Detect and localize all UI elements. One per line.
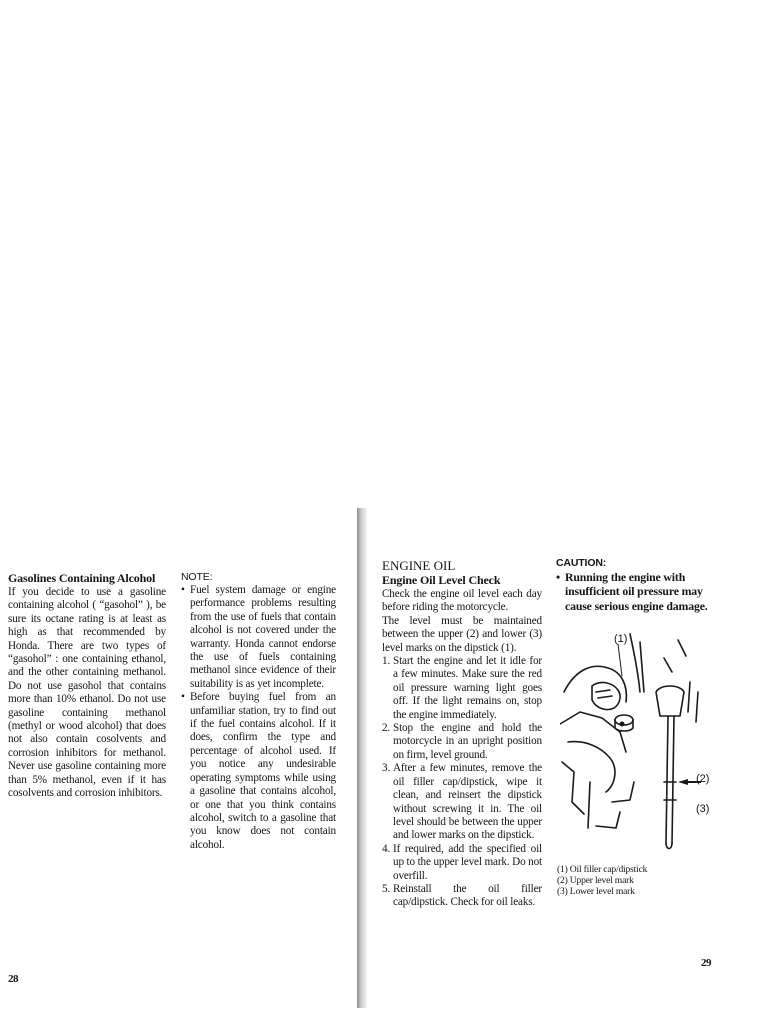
callout-2: (2) (696, 773, 710, 785)
legend-item: (3) Lower level mark (557, 886, 635, 897)
step-text: Start the engine and let it idle for a few minutes. Make sure the red oil pressure warning light goes off. If the light remains on, stop the engine immediately. (393, 655, 542, 721)
callout-3: (3) (696, 803, 710, 815)
steps-list (382, 655, 542, 910)
page-number-right: 29 (701, 957, 711, 969)
step-number: 5. (382, 882, 391, 895)
page-number-left: 28 (8, 973, 18, 985)
step-item (382, 762, 542, 842)
caution-label: CAUTION: (556, 557, 607, 569)
section-heading: Gasolines Containing Alcohol (8, 571, 156, 585)
step-item (382, 722, 542, 762)
note-section (181, 571, 336, 852)
step-number: 4. (382, 842, 391, 855)
gasolines-alcohol-section (8, 571, 166, 801)
section-heading: Engine Oil Level Check (382, 573, 501, 587)
caution-section (556, 557, 714, 613)
intro-paragraph: Check the engine oil level each day before riding the motorcycle. (382, 588, 542, 614)
legend-item: (2) Upper level mark (557, 875, 634, 886)
page-title: ENGINE OIL (382, 558, 456, 573)
step-item (382, 883, 542, 910)
step-item (382, 655, 542, 722)
figure-legend (557, 864, 647, 897)
step-number: 2. (382, 722, 391, 735)
legend-item: (1) Oil filler cap/dipstick (557, 864, 648, 875)
engine-dipstick-illustration (560, 632, 710, 857)
step-text: After a few minutes, remove the oil filler cap/dipstick, wipe it clean, and reinsert the dipstick without screwing it in. The oil level should be between the upper and lower marks on the dipstick. (393, 762, 542, 842)
step-text: Stop the engine and hold the motorcycle in an upright position on firm, level ground. (393, 722, 542, 761)
step-text: Reinstall the oil filler cap/dipstick. Check for oil leaks. (393, 882, 542, 909)
section-body: If you decide to use a gasoline containing alcohol ( “gasohol” ), be sure its octane rating is at least as high as that recommended by Honda. There are two types of “gasohol” : one containing ethanol, and the other containing methanol. Do not use gasohol that contains more than 10% ethanol. Do not use gasoline containing methanol (methyl or wood alcohol) that does not also contain cosolvents and corrosion inhibitors for methanol. Never use gasoline containing more than 5% methanol, even if it has cosolvents and corrosion inhibitors. (8, 586, 166, 800)
note-label: NOTE: (181, 571, 213, 583)
callout-1: (1) (614, 633, 628, 645)
book-gutter (357, 508, 367, 1008)
note-bullet: • Fuel system damage or engine performance problems resulting from the use of fuels that contain alcohol is not covered under the warranty. Honda cannot endorse the use of fuels containing methanol since evidence of their suitability is as yet incomplete. (181, 584, 336, 691)
intro-paragraph: The level must be maintained between the upper (2) and lower (3) level marks on the dipstick (1). (382, 614, 542, 654)
caution-bullet: • Running the engine with insufficient oil pressure may cause serious engine damage. (556, 570, 714, 613)
step-number: 1. (382, 655, 391, 668)
step-number: 3. (382, 762, 391, 775)
note-bullet: • Before buying fuel from an unfamiliar station, try to find out if the fuel contains alcohol. If it does, confirm the type and percentage of alcohol used. If you notice any undesirable operating symptoms while using a gasoline that contains alcohol, or one that you think contains alcohol, switch to a gasoline that you know does not contain alcohol. (181, 691, 336, 852)
step-text: If required, add the specified oil up to the upper level mark. Do not overfill. (393, 842, 543, 882)
engine-oil-section (382, 558, 542, 910)
step-item (382, 843, 542, 883)
